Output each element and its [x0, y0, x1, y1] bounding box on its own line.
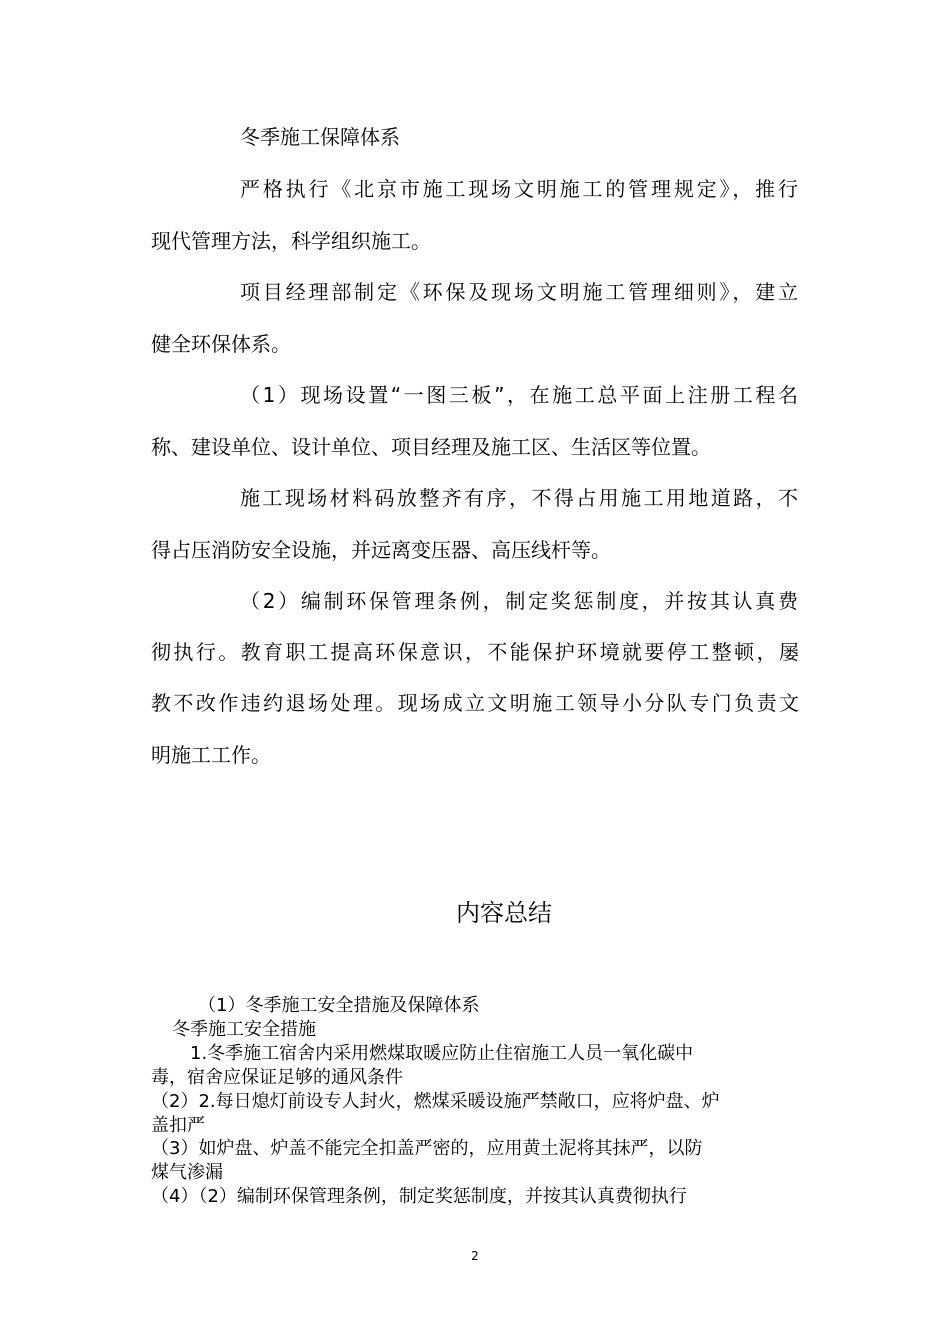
summary-line-3: 1.冬季施工宿舍内采用燃煤取暖应防止住宿施工人员一氧化碳中 — [190, 1043, 694, 1064]
paragraph-5-line-4: 明施工工作。 — [151, 743, 271, 767]
summary-line-1: （1）冬季施工安全措施及保障体系 — [198, 995, 480, 1016]
summary-line-4: 毒，宿舍应保证足够的通风条件 — [151, 1067, 403, 1088]
summary-line-9: （4）（2）编制环保管理条例，制定奖惩制度，并按其认真费彻执行 — [151, 1186, 687, 1207]
paragraph-4-line-2: 得占压消防安全设施，并远离变压器、高压线杆等。 — [151, 538, 611, 562]
summary-line-8: 煤气渗漏 — [151, 1162, 223, 1183]
paragraph-3-line-1: （1）现场设置“一图三板”，在施工总平面上注册工程名 — [240, 383, 798, 407]
paragraph-4-line-1: 施工现场材料码放整齐有序，不得占用施工用地道路，不 — [240, 486, 798, 510]
paragraph-1-line-1: 严格执行《北京市施工现场文明施工的管理规定》，推行 — [240, 177, 798, 201]
summary-line-7: （3）如炉盘、炉盖不能完全扣盖严密的，应用黄土泥将其抹严，以防 — [151, 1138, 703, 1159]
paragraph-2-line-2: 健全环保体系。 — [151, 332, 291, 356]
summary-line-2: 冬季施工安全措施 — [172, 1019, 316, 1040]
heading: 冬季施工保障体系 — [240, 125, 400, 149]
page-number: 2 — [471, 1249, 479, 1263]
summary-line-5: （2）2.每日熄灯前设专人封火，燃煤采暖设施严禁敞口，应将炉盘、炉 — [151, 1091, 720, 1112]
summary-line-6: 盖扣严 — [151, 1115, 205, 1136]
paragraph-3-line-2: 称、建设单位、设计单位、项目经理及施工区、生活区等位置。 — [151, 435, 711, 459]
paragraph-1-line-2: 现代管理方法，科学组织施工。 — [151, 229, 431, 253]
paragraph-5-line-2: 彻执行。教育职工提高环保意识，不能保护环境就要停工整顿，屡 — [151, 640, 799, 664]
paragraph-5-line-1: （2）编制环保管理条例，制定奖惩制度，并按其认真费 — [240, 589, 798, 613]
summary-title: 内容总结 — [456, 899, 552, 927]
paragraph-2-line-1: 项目经理部制定《环保及现场文明施工管理细则》，建立 — [240, 280, 798, 304]
paragraph-5-line-3: 教不改作违约退场处理。现场成立文明施工领导小分队专门负责文 — [151, 691, 799, 715]
